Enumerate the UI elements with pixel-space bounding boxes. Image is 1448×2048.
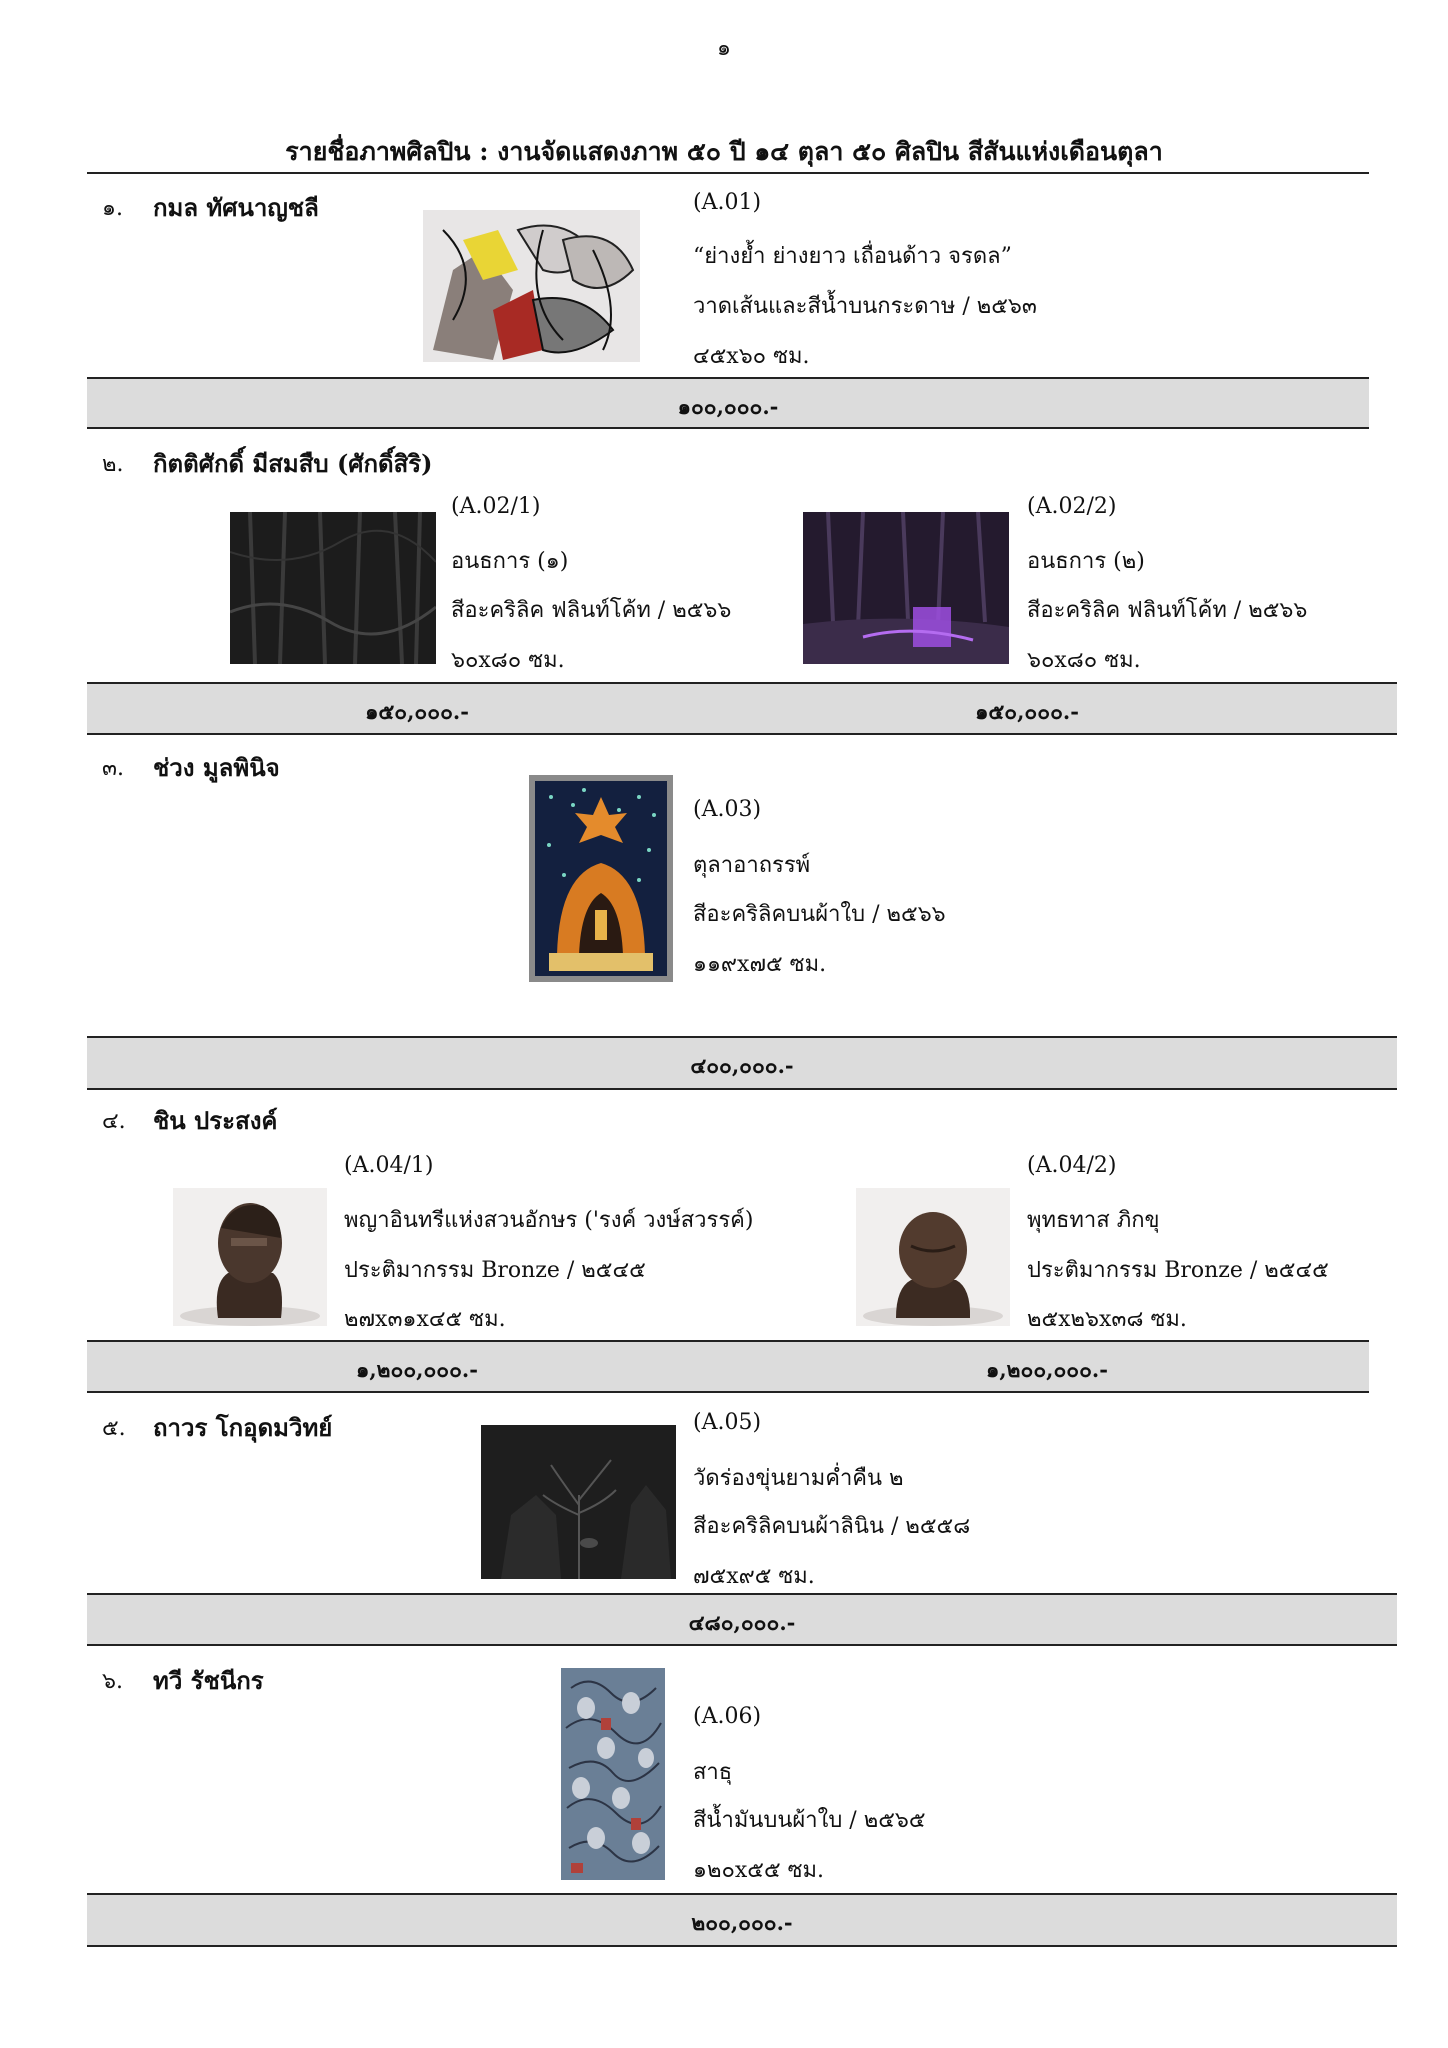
artwork-medium: สีอะคริลิคบนผ้าใบ / ๒๕๖๖ [693, 902, 946, 927]
artwork-code: (A.04/2) [1027, 1153, 1117, 1178]
artwork-size: ๒๗x๓๑x๔๕ ซม. [344, 1307, 506, 1332]
artwork-code: (A.02/1) [451, 494, 541, 519]
title-rule [87, 172, 1369, 174]
artist-name: ชิน ประสงค์ [153, 1106, 278, 1135]
artwork-size: ๑๒๐x๕๕ ซม. [693, 1858, 825, 1883]
price-bar [87, 1593, 1397, 1646]
artwork-code: (A.04/1) [344, 1153, 434, 1178]
artwork-price: ๑๕๐,๐๐๐.- [975, 699, 1079, 724]
page-title: รายชื่อภาพศิลปิน : งานจัดแสดงภาพ ๕๐ ปี ๑๔ ตุลา ๕๐ ศิลปิน สีสันแห่งเดือนตุลา [285, 137, 1163, 166]
artwork-title: พญาอินทรีแห่งสวนอักษร ('รงค์ วงษ์สวรรค์) [344, 1208, 754, 1233]
artwork-image-a02-2 [803, 512, 1009, 664]
artwork-title: พุทธทาส ภิกขุ [1027, 1208, 1160, 1233]
artwork-medium: สีอะคริลิค ฟลินท์โค้ท / ๒๕๖๖ [1027, 598, 1308, 623]
entry-number: ๕. [102, 1416, 126, 1441]
artist-name: ช่วง มูลพินิจ [153, 753, 280, 782]
price-bar [87, 377, 1369, 429]
artwork-medium: ประติมากรรม Bronze / ๒๕๔๕ [1027, 1258, 1329, 1283]
artwork-price: ๔๐๐,๐๐๐.- [690, 1053, 794, 1078]
artwork-size: ๖๐x๘๐ ซม. [451, 648, 565, 673]
artwork-price: ๑,๒๐๐,๐๐๐.- [356, 1357, 478, 1382]
artwork-medium: สีอะคริลิค ฟลินท์โค้ท / ๒๕๖๖ [451, 598, 732, 623]
entry-number: ๒. [102, 452, 124, 477]
artwork-size: ๑๑๙x๗๕ ซม. [693, 952, 827, 977]
artwork-image-a01 [423, 210, 640, 362]
artist-name: ถาวร โกอุดมวิทย์ [153, 1413, 333, 1442]
price-bar [87, 1036, 1397, 1090]
artwork-image-a04-1 [173, 1188, 327, 1326]
entry-number: ๖. [102, 1669, 123, 1694]
artwork-size: ๔๕x๖๐ ซม. [693, 344, 810, 369]
artwork-size: ๗๕x๙๕ ซม. [693, 1564, 815, 1589]
page-number: ๑ [717, 36, 731, 61]
artwork-title: วัดร่องขุ่นยามค่ำคืน ๒ [693, 1466, 904, 1491]
artwork-price: ๑,๒๐๐,๐๐๐.- [986, 1357, 1108, 1382]
artwork-size: ๖๐x๘๐ ซม. [1027, 648, 1141, 673]
artwork-size: ๒๕x๒๖x๓๘ ซม. [1027, 1307, 1187, 1332]
price-bar [87, 1893, 1397, 1947]
artwork-medium: สีอะคริลิคบนผ้าลินิน / ๒๕๕๘ [693, 1514, 971, 1539]
artist-name: ทวี รัชนีกร [153, 1666, 264, 1695]
artwork-code: (A.01) [693, 190, 762, 215]
artwork-code: (A.02/2) [1027, 494, 1117, 519]
artwork-price: ๔๘๐,๐๐๐.- [688, 1610, 796, 1635]
artwork-image-a04-2 [856, 1188, 1010, 1326]
artwork-title: “ย่างย้ำ ย่างยาว เถื่อนด้าว จรดล” [693, 244, 1012, 269]
artwork-image-a02-1 [230, 512, 436, 664]
artwork-image-a03 [529, 775, 673, 982]
artwork-code: (A.06) [693, 1704, 762, 1729]
artwork-title: สาธุ [693, 1760, 733, 1785]
artwork-price: ๒๐๐,๐๐๐.- [691, 1910, 793, 1935]
artwork-price: ๑๐๐,๐๐๐.- [677, 394, 779, 419]
artwork-code: (A.03) [693, 797, 762, 822]
artwork-title: อนธการ (๒) [1027, 549, 1145, 574]
entry-number: ๑. [102, 196, 123, 221]
artwork-medium: สีน้ำมันบนผ้าใบ / ๒๕๖๕ [693, 1808, 926, 1833]
artwork-medium: วาดเส้นและสีน้ำบนกระดาษ / ๒๕๖๓ [693, 294, 1037, 319]
artwork-code: (A.05) [693, 1410, 762, 1435]
artwork-image-a05 [481, 1425, 676, 1579]
artwork-medium: ประติมากรรม Bronze / ๒๕๔๕ [344, 1258, 646, 1283]
price-bar [87, 1340, 1369, 1393]
artist-name: กมล ทัศนาญชลี [153, 193, 319, 222]
artist-name: กิตติศักดิ์ มีสมสืบ (ศักดิ์สิริ) [153, 449, 433, 478]
artwork-image-a06 [561, 1668, 665, 1880]
entry-number: ๔. [102, 1109, 126, 1134]
price-bar [87, 682, 1397, 735]
artwork-title: ตุลาอาถรรพ์ [693, 853, 811, 878]
artwork-title: อนธการ (๑) [451, 549, 569, 574]
entry-number: ๓. [102, 756, 125, 781]
artwork-price: ๑๕๐,๐๐๐.- [365, 699, 469, 724]
